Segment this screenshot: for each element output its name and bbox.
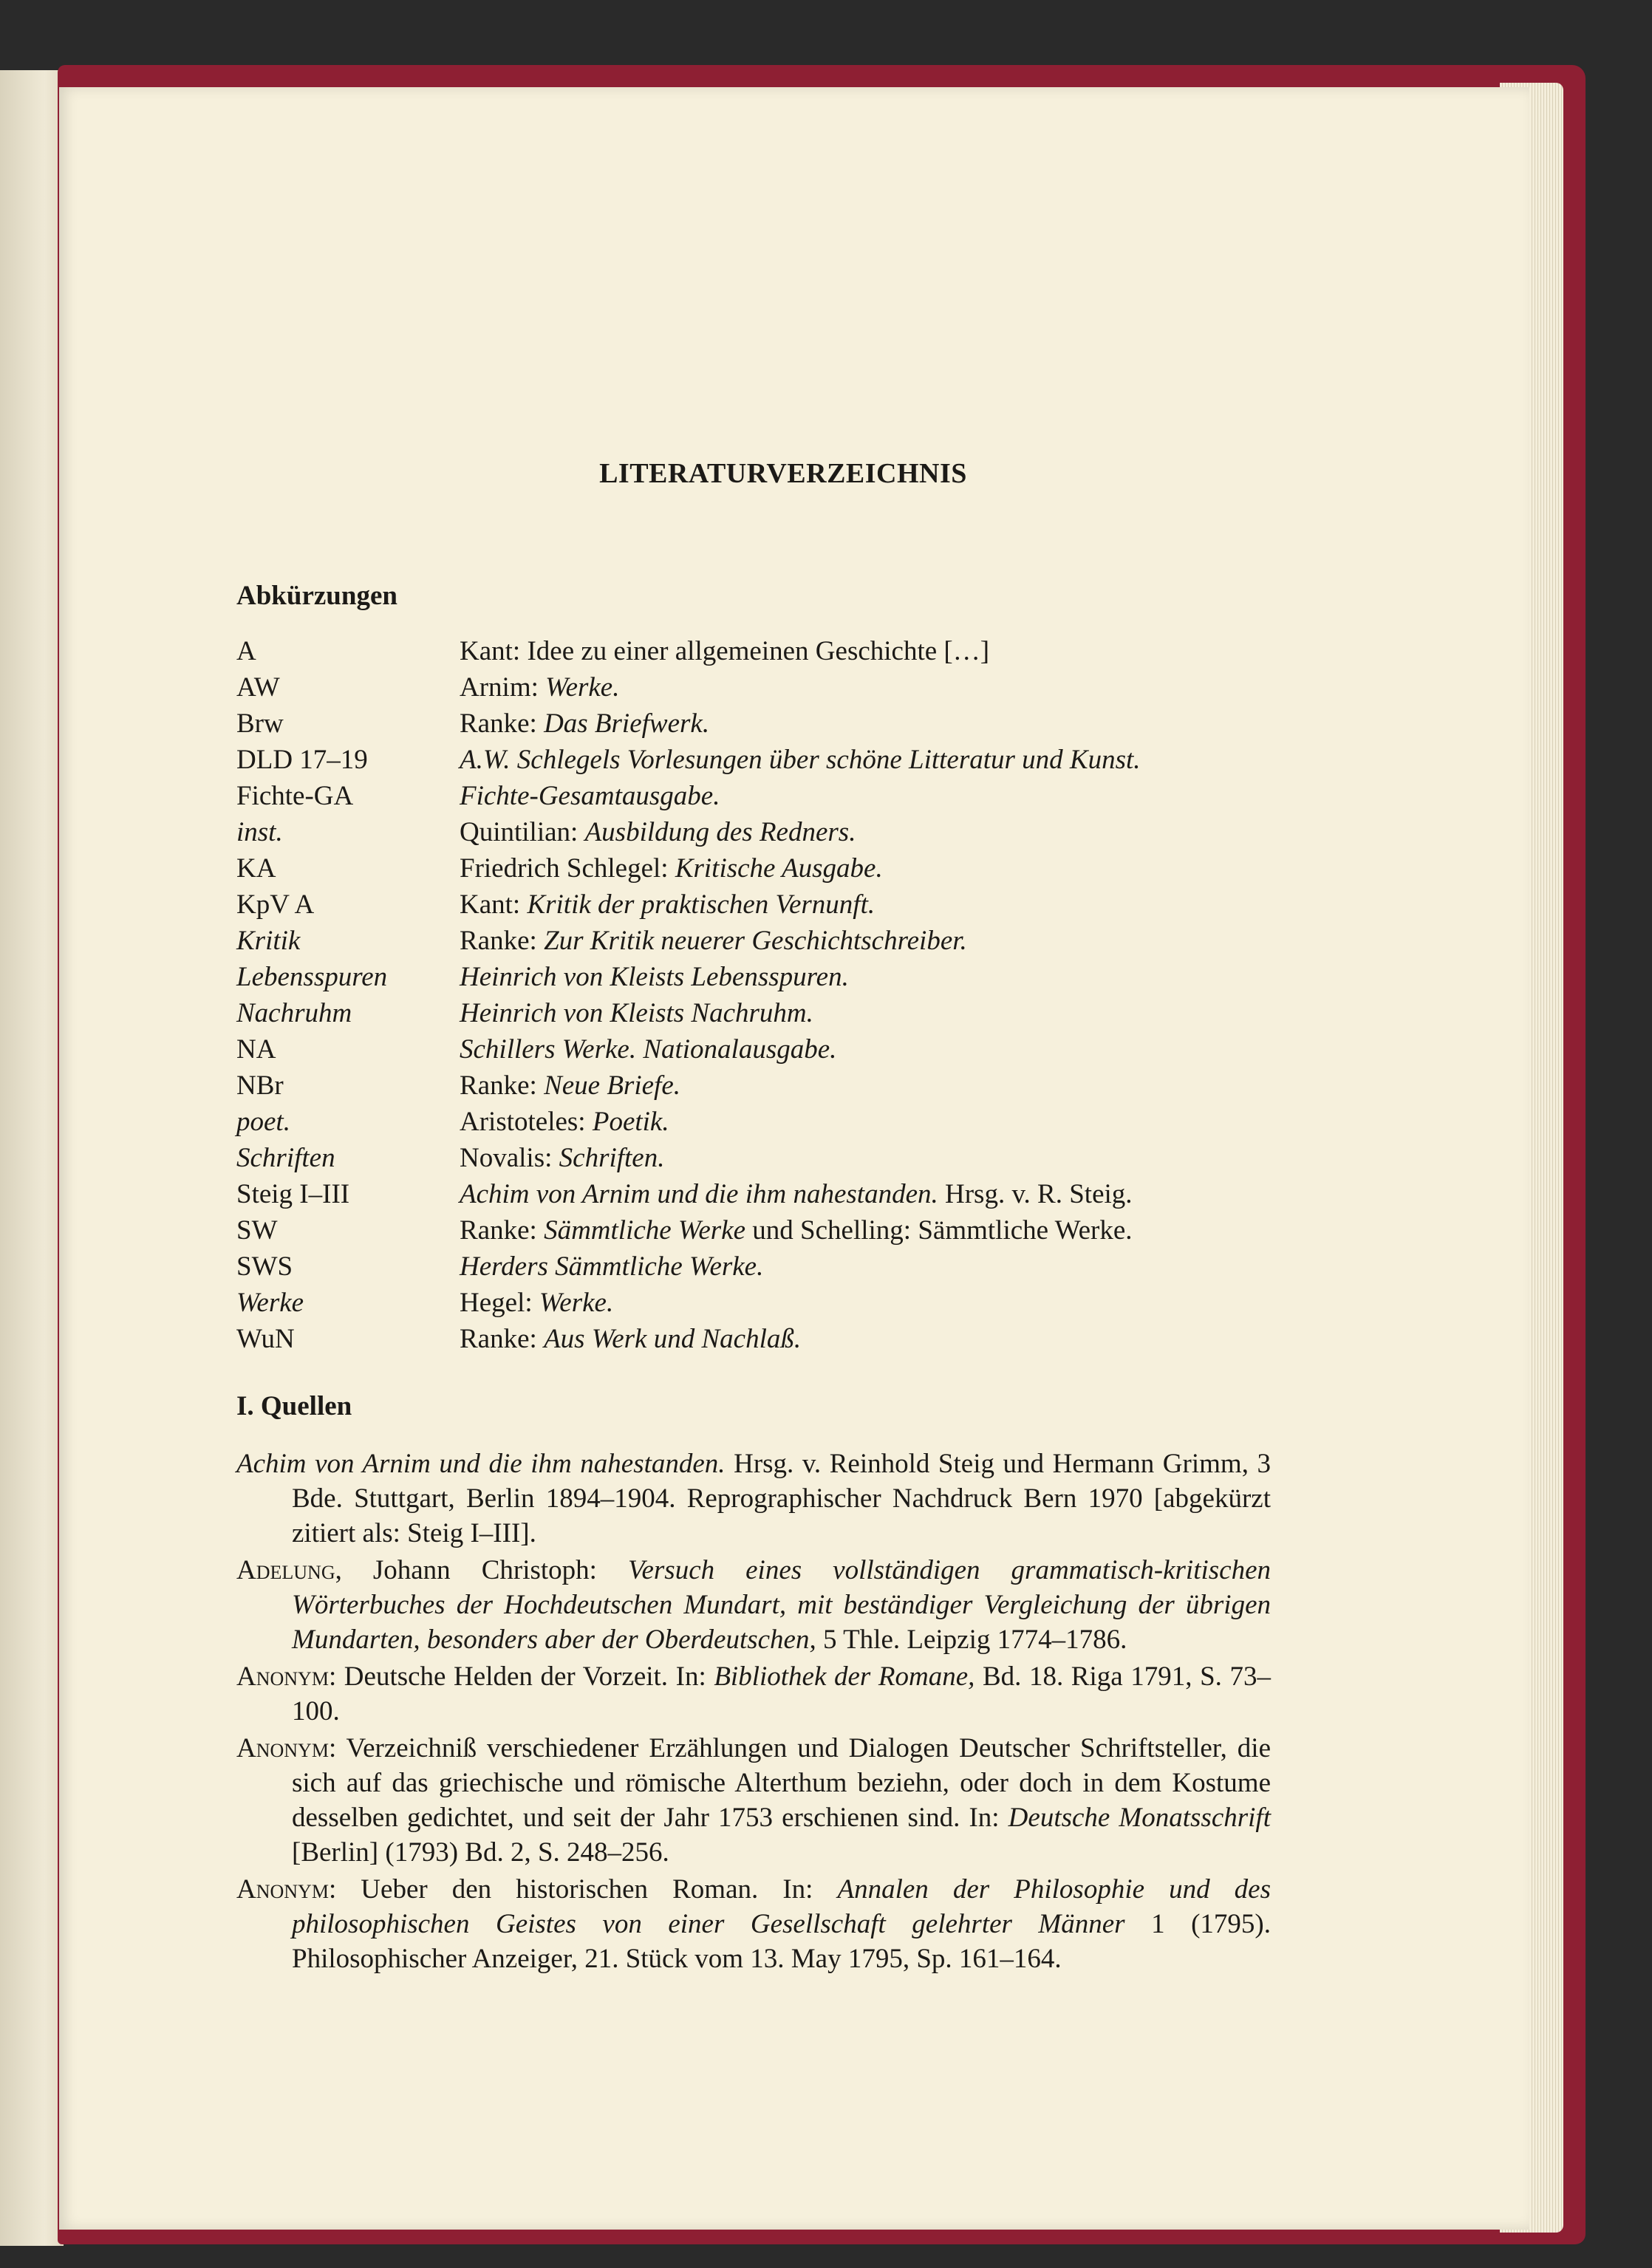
abbreviation-value (460, 1177, 1330, 1212)
sources-heading: I. Quellen (236, 1391, 352, 1421)
abbreviation-value (460, 706, 1330, 741)
abbreviation-value (460, 1213, 1330, 1248)
abbreviation-value (460, 1249, 1330, 1284)
abbreviation-value-text: Aristoteles: (460, 1107, 593, 1137)
abbreviation-key: NA (236, 1034, 276, 1065)
abbreviation-value-title: Kritik der praktischen Vernunft. (527, 889, 876, 920)
abbreviation-value-title: Herders Sämmtliche Werke. (460, 1251, 764, 1282)
abbreviation-value (460, 815, 1330, 850)
abbreviation-value (460, 1322, 1330, 1356)
abbreviation-key: Kritik (236, 926, 301, 956)
abbreviation-value-text: Ranke: (460, 1215, 545, 1246)
entry-text: : Deutsche Helden der Vorzeit. In: (328, 1661, 714, 1692)
entry-title: Versuch eines vollständigen grammatisch-kritischen Wörterbuches der Hochdeutschen Mundart, mit beständiger Vergleichung der übrigen Mundarten, besonders aber der Oberdeutschen, (292, 1555, 1271, 1655)
bibliography-entry (236, 1446, 1271, 1551)
abbreviation-row (236, 1068, 1330, 1104)
abbreviation-row (236, 851, 1330, 887)
abbreviation-value-title: Schriften. (559, 1143, 665, 1173)
abbreviation-value-title: Werke. (539, 1288, 614, 1318)
abbreviation-row (236, 1141, 1330, 1177)
abbreviation-row (236, 923, 1330, 960)
abbreviation-value-text: Ranke: (460, 708, 545, 739)
abbreviation-key: SW (236, 1215, 278, 1246)
sources-list (236, 1446, 1271, 1978)
abbreviation-value-title: Achim von Arnim und die ihm nahestanden. (460, 1179, 938, 1209)
abbreviation-value (460, 996, 1330, 1031)
abbreviation-value-title: Poetik. (592, 1107, 669, 1137)
abbreviation-value-text: Kant: (460, 889, 528, 920)
entry-text: [Berlin] (1793) Bd. 2, S. 248–256. (292, 1837, 669, 1868)
bibliography-entry (236, 1659, 1271, 1729)
abbreviation-value (460, 1285, 1330, 1320)
abbreviation-key: A (236, 636, 256, 666)
entry-title: Achim von Arnim und die ihm nahestanden. (236, 1449, 726, 1479)
abbreviation-key: NBr (236, 1070, 284, 1101)
abbreviation-row (236, 1285, 1330, 1322)
abbreviation-value-title: Neue Briefe. (544, 1070, 680, 1101)
abbreviation-row (236, 815, 1330, 851)
abbreviation-value-title: A.W. Schlegels Vorlesungen über schöne Litteratur und Kunst. (460, 745, 1141, 775)
abbreviation-row (236, 887, 1330, 923)
abbreviation-value-text: und Schelling: Sämmtliche Werke. (745, 1215, 1133, 1246)
entry-author: Anonym (236, 1733, 329, 1763)
entry-text: 1 (1795). Philosophischer Anzeiger, 21. Stück vom 13. May 1795, Sp. 161–164. (292, 1909, 1271, 1974)
abbreviation-key: DLD 17–19 (236, 745, 368, 775)
abbreviation-value-title: Heinrich von Kleists Lebensspuren. (460, 962, 849, 992)
abbreviation-row (236, 1322, 1330, 1358)
entry-text: Bd. 18. Riga 1791, S. 73–100. (292, 1661, 1271, 1726)
abbreviation-row (236, 742, 1330, 779)
abbreviation-row (236, 960, 1330, 996)
abbreviation-row (236, 996, 1330, 1032)
entry-author: Adelung (236, 1555, 335, 1585)
abbreviation-value (460, 923, 1330, 958)
abbreviation-value-text: Quintilian: (460, 817, 585, 847)
book-page (59, 87, 1529, 2230)
entry-text: : Verzeichniß verschiedener Erzählungen und Dialogen Deutscher Schriftsteller, die sich auf das griechische und römische Alterthum beziehn, oder doch in dem Kostume desselben gedichtet, und seit der Jahr 1753 erschienen sind. In: (292, 1733, 1271, 1833)
abbreviation-key: AW (236, 672, 280, 703)
abbreviation-key: Steig I–III (236, 1179, 350, 1209)
abbreviations-heading: Abkürzungen (236, 581, 397, 611)
entry-title: Deutsche Monatsschrift (1008, 1803, 1271, 1833)
abbreviation-row (236, 1032, 1330, 1068)
abbreviation-value-text: Kant: Idee zu einer allgemeinen Geschichte […] (460, 636, 990, 666)
entry-text: , Johann Christoph: (335, 1555, 628, 1585)
entry-author: Anonym (236, 1874, 329, 1905)
abbreviation-value (460, 851, 1330, 886)
abbreviation-value (460, 887, 1330, 922)
abbreviation-value (460, 779, 1330, 813)
abbreviation-value (460, 1141, 1330, 1175)
abbreviation-value-text: Ranke: (460, 1324, 545, 1354)
abbreviation-key: KpV A (236, 889, 315, 920)
abbreviation-value-title: Fichte-Gesamtausgabe. (460, 781, 720, 811)
abbreviation-value-title: Ausbildung des Redners. (584, 817, 856, 847)
abbreviation-key: KA (236, 853, 276, 884)
abbreviation-value-title: Werke. (545, 672, 620, 703)
abbreviation-key: SWS (236, 1251, 293, 1282)
abbreviation-value (460, 1032, 1330, 1067)
abbreviation-value (460, 742, 1330, 777)
abbreviation-key: Nachruhm (236, 998, 352, 1028)
abbreviation-value-text: Ranke: (460, 1070, 545, 1101)
abbreviation-row (236, 1104, 1330, 1141)
abbreviation-value (460, 634, 1330, 669)
abbreviation-value-title: Sämmtliche Werke (544, 1215, 746, 1246)
abbreviation-value-text: Novalis: (460, 1143, 559, 1173)
abbreviation-key: Lebensspuren (236, 962, 388, 992)
abbreviation-value (460, 1068, 1330, 1103)
abbreviation-value (460, 670, 1330, 705)
entry-text: : Ueber den historischen Roman. In: (328, 1874, 838, 1905)
abbreviation-value-title: Zur Kritik neuerer Geschichtschreiber. (544, 926, 967, 956)
abbreviation-value (460, 1104, 1330, 1139)
abbreviation-value-text: Arnim: (460, 672, 546, 703)
abbreviation-key: Schriften (236, 1143, 335, 1173)
abbreviation-key: WuN (236, 1324, 295, 1354)
abbreviation-value-title: Heinrich von Kleists Nachruhm. (460, 998, 813, 1028)
abbreviation-value-text: Hegel: (460, 1288, 539, 1318)
abbreviation-key: Brw (236, 708, 284, 739)
previous-page-edge (0, 70, 64, 2246)
abbreviation-row (236, 634, 1330, 670)
abbreviation-row (236, 779, 1330, 815)
abbreviation-key: poet. (236, 1107, 290, 1137)
abbreviation-key: inst. (236, 817, 283, 847)
entry-title: Annalen der Philosophie und des philosophischen Geistes von einer Gesellschaft gelehrter Männer (292, 1874, 1271, 1939)
abbreviation-row (236, 1177, 1330, 1213)
abbreviation-value-text: Friedrich Schlegel: (460, 853, 675, 884)
abbreviation-row (236, 706, 1330, 742)
abbreviations-list (236, 634, 1330, 1358)
abbreviation-value-title: Aus Werk und Nachlaß. (544, 1324, 802, 1354)
abbreviation-row (236, 1213, 1330, 1249)
abbreviation-key: Werke (236, 1288, 304, 1318)
abbreviation-value-title: Kritische Ausgabe. (675, 853, 883, 884)
abbreviation-row (236, 1249, 1330, 1285)
abbreviation-row (236, 670, 1330, 706)
abbreviation-value-title: Das Briefwerk. (544, 708, 710, 739)
page-title: LITERATURVERZEICHNIS (599, 458, 967, 489)
abbreviation-value (460, 960, 1330, 994)
entry-author: Anonym (236, 1661, 329, 1692)
abbreviation-value-text: Ranke: (460, 926, 545, 956)
abbreviation-value-text: Hrsg. v. R. Steig. (938, 1179, 1133, 1209)
abbreviation-key: Fichte-GA (236, 781, 354, 811)
abbreviation-value-title: Schillers Werke. Nationalausgabe. (460, 1034, 837, 1065)
entry-text: Hrsg. v. Reinhold Steig und Hermann Grimm, 3 Bde. Stuttgart, Berlin 1894–1904. Reprographischer Nachdruck Bern 1970 [abgekürzt zitiert als: Steig I–III]. (292, 1449, 1271, 1548)
entry-text: 5 Thle. Leipzig 1774–1786. (816, 1625, 1127, 1655)
bibliography-entry (236, 1731, 1271, 1870)
entry-title: Bibliothek der Romane, (714, 1661, 975, 1692)
bibliography-entry (236, 1872, 1271, 1976)
bibliography-entry (236, 1553, 1271, 1657)
